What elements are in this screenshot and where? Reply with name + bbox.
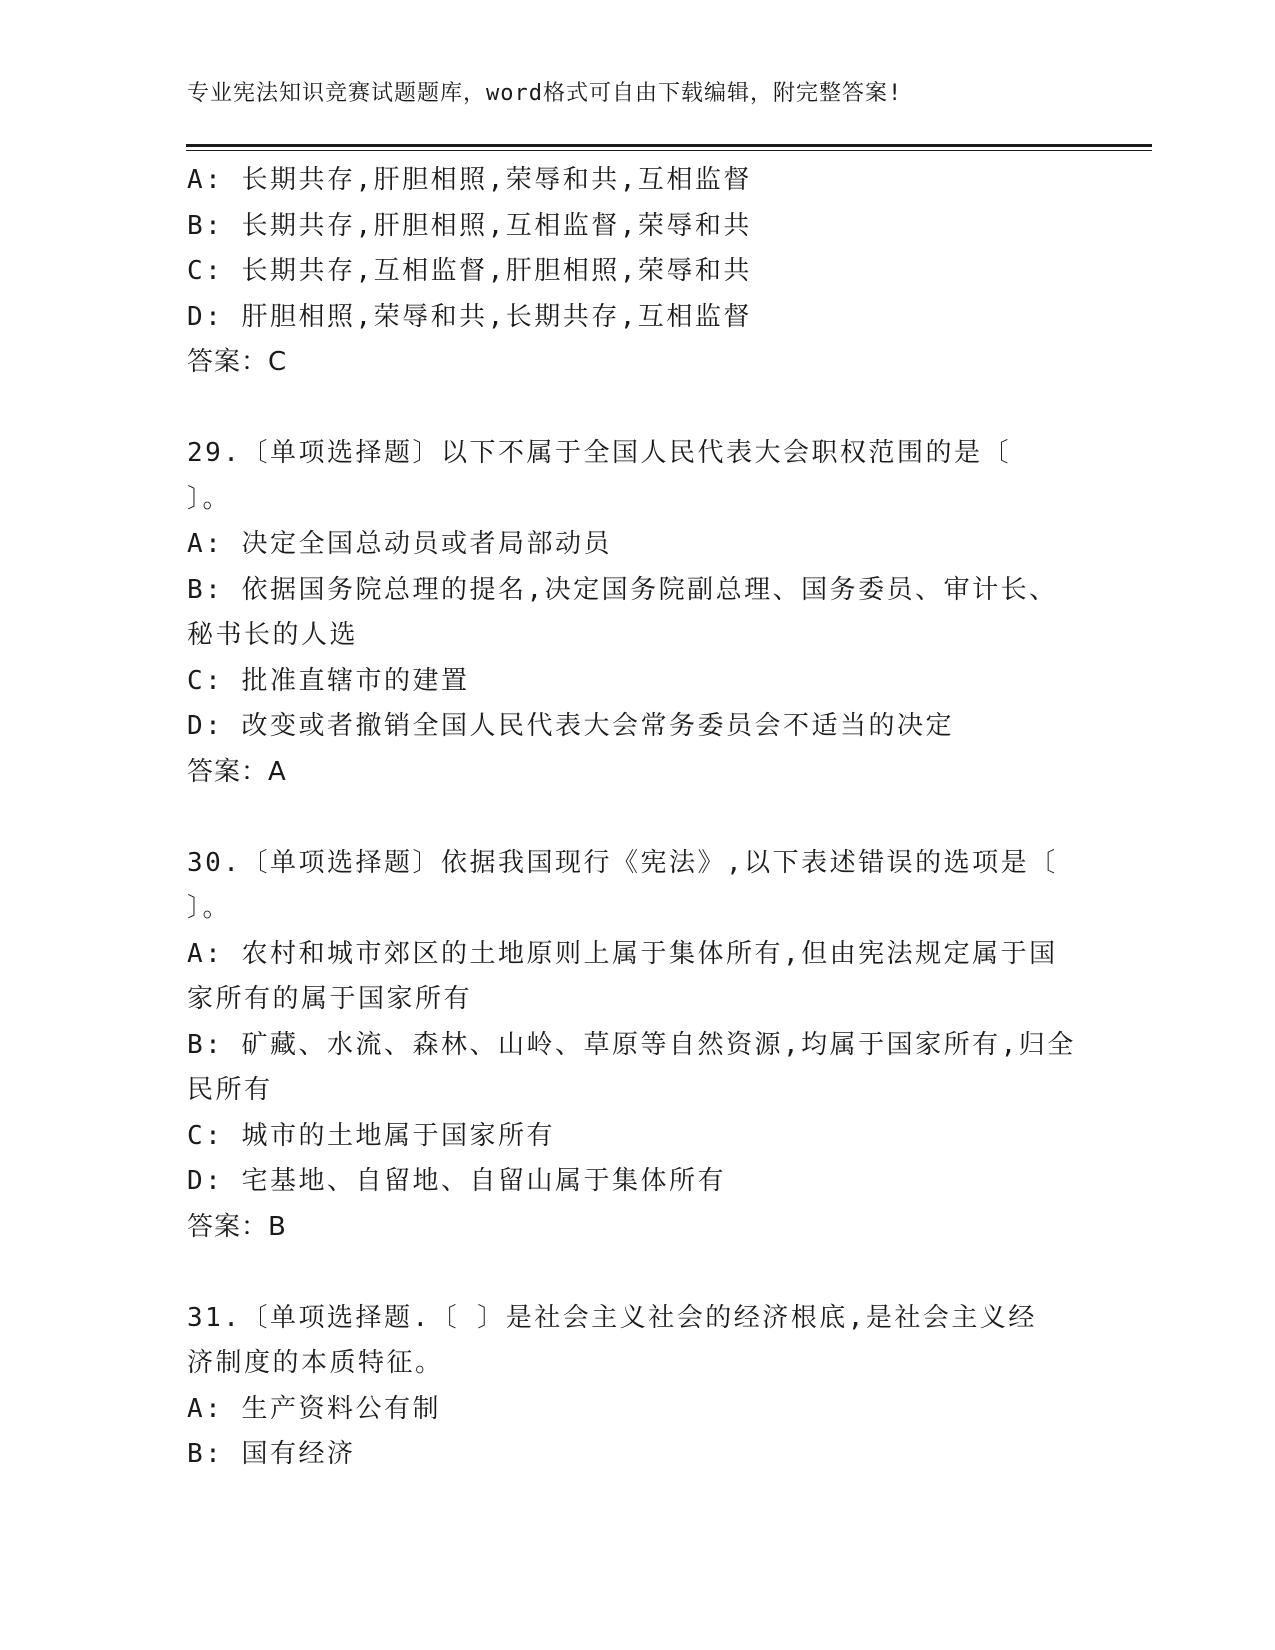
header-rule-thick [186, 144, 1152, 147]
option-line: B: 长期共存,肝胆相照,互相监督,荣辱和共 [187, 210, 752, 241]
question-text: 〕。 [187, 893, 232, 923]
answer-line: 答案：C [187, 347, 288, 377]
option-line: B: 国有经济 [187, 1439, 356, 1469]
option-line: A: 决定全国总动员或者局部动员 [187, 529, 612, 559]
question-list [187, 158, 1087, 1478]
option-line: D: 肝胆相照,荣辱和共,长期共存,互相监督 [187, 301, 752, 332]
option-line: B: 矿藏、水流、森林、山岭、草原等自然资源,均属于国家所有,归全 [187, 1029, 1076, 1060]
question-text: 31.〔单项选择题.〔 〕是社会主义社会的经济根底,是社会主义经 [187, 1302, 1037, 1333]
question-text: 〕。 [187, 483, 232, 514]
option-line: 家所有的属于国家所有 [187, 984, 473, 1014]
question-block [187, 431, 1087, 795]
question-block [187, 841, 1087, 1251]
option-line: B: 依据国务院总理的提名,决定国务院副总理、国务委员、审计长、 [187, 574, 1058, 605]
option-line: C: 批准直辖市的建置 [187, 665, 470, 696]
option-line: C: 长期共存,互相监督,肝胆相照,荣辱和共 [187, 256, 752, 286]
question-text: 30.〔单项选择题〕依据我国现行《宪法》,以下表述错误的选项是〔 [187, 847, 1058, 878]
page-header: 专业宪法知识竞赛试题题库，word格式可自由下载编辑，附完整答案! [187, 81, 903, 106]
option-line: 秘书长的人选 [187, 620, 359, 650]
option-line: A: 生产资料公有制 [187, 1393, 441, 1424]
answer-line: 答案：A [187, 756, 287, 787]
option-line: D: 宅基地、自留地、自留山属于集体所有 [187, 1166, 726, 1196]
question-text: 济制度的本质特征。 [187, 1348, 444, 1378]
option-line: A: 农村和城市郊区的土地原则上属于集体所有,但由宪法规定属于国 [187, 938, 1058, 969]
block-gap [187, 1250, 1087, 1296]
block-gap [187, 386, 1087, 432]
option-line: A: 长期共存,肝胆相照,荣辱和共,互相监督 [187, 165, 752, 195]
question-block [187, 158, 1087, 386]
header-rule-thin [186, 150, 1152, 151]
answer-line: 答案：B [187, 1211, 287, 1242]
question-text: 29.〔单项选择题〕以下不属于全国人民代表大会职权范围的是〔 [187, 438, 1011, 468]
option-line: C: 城市的土地属于国家所有 [187, 1120, 555, 1151]
block-gap [187, 795, 1087, 841]
question-block [187, 1296, 1087, 1478]
option-line: D: 改变或者撤销全国人民代表大会常务委员会不适当的决定 [187, 711, 954, 741]
option-line: 民所有 [187, 1075, 273, 1105]
